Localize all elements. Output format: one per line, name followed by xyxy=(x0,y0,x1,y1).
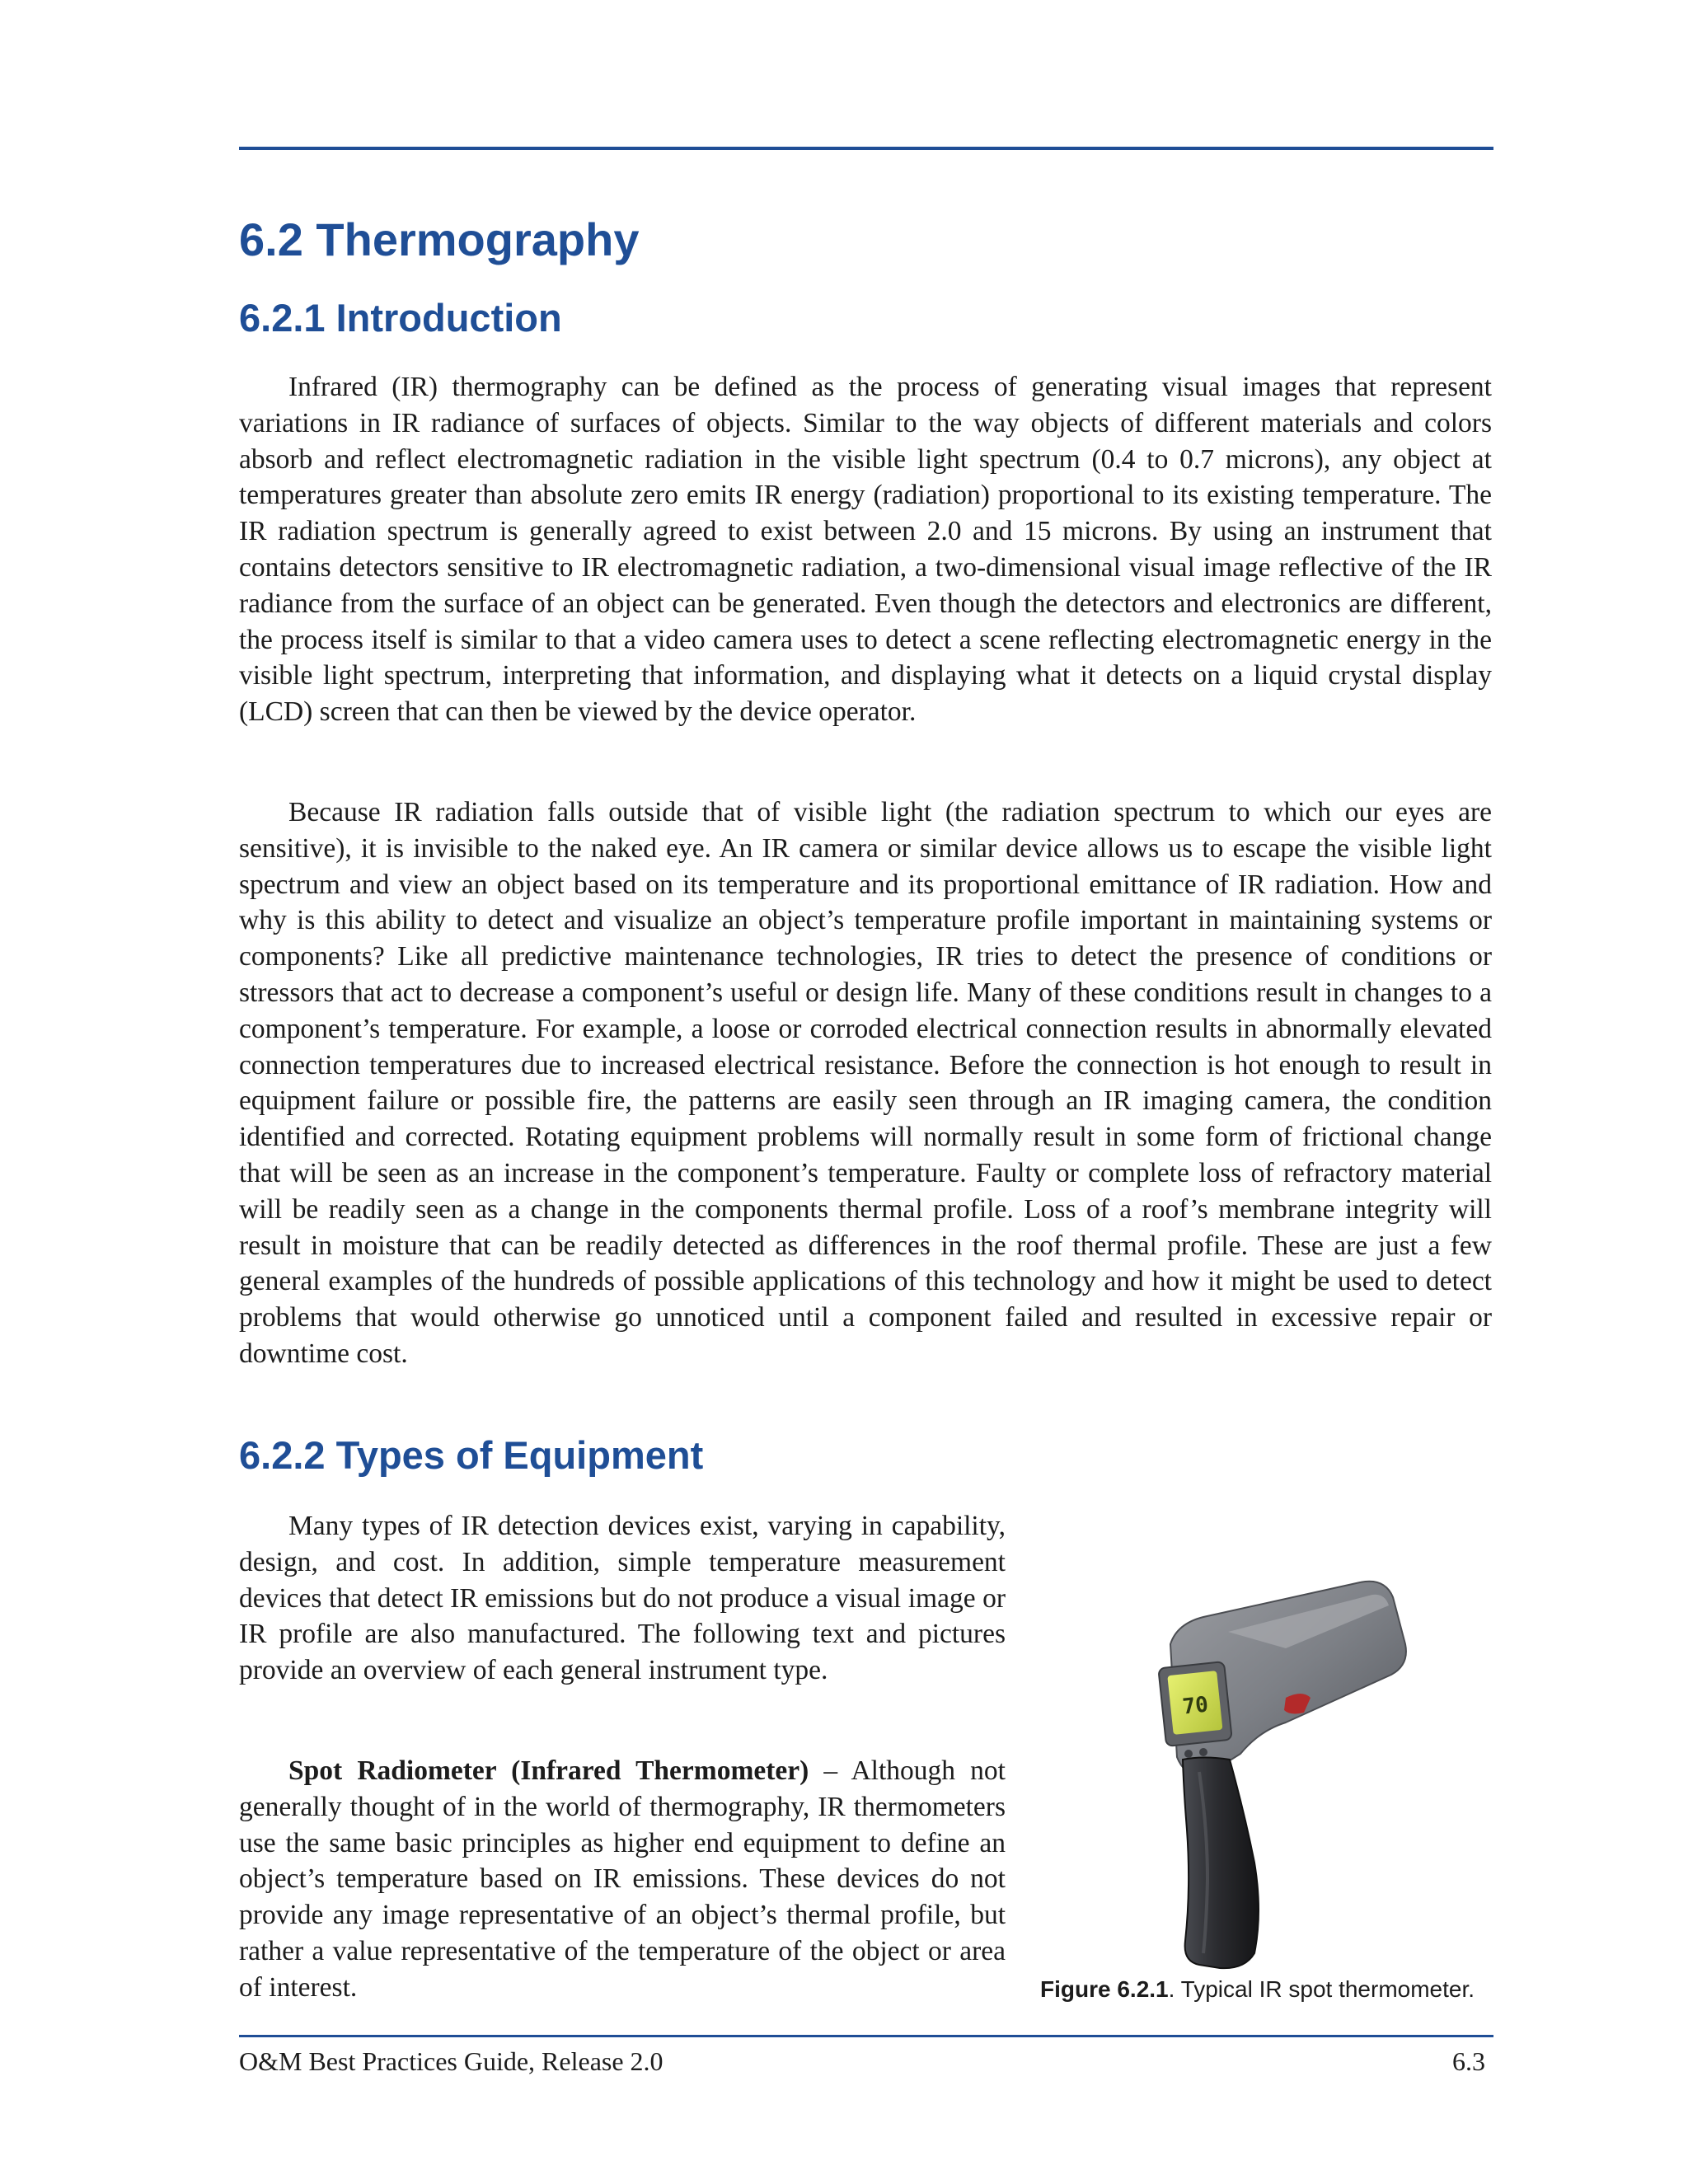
header-rule xyxy=(239,147,1493,150)
footer-guide-title: O&M Best Practices Guide, Release 2.0 xyxy=(239,2046,663,2076)
subsection-heading-equipment: 6.2.2 Types of Equipment xyxy=(239,1433,704,1477)
subsection-heading-introduction: 6.2.1 Introduction xyxy=(239,296,562,340)
spot-radiometer-paragraph xyxy=(239,1753,1006,2006)
spot-radiometer-term: Spot Radiometer (Infrared Thermometer) xyxy=(288,1755,809,1786)
ir-thermometer-figure xyxy=(1039,1566,1492,1986)
figure-label: Figure 6.2.1 xyxy=(1040,1976,1169,2002)
lcd-reading: 70 xyxy=(1181,1692,1210,1720)
figure-caption xyxy=(1040,1976,1502,2003)
thermometer-grip xyxy=(1183,1758,1259,1969)
page-number: 6.3 xyxy=(1452,2046,1485,2076)
intro-paragraph-1: Infrared (IR) thermography can be defined as the process of generating visual images that represent variations in IR radiance of surfaces of objects. Similar to the way objects of different materials and colors absorb and reflect electromagnetic radiation in the visible light spectrum (0.4 to 0.7 microns), any object at temperatures greater than absolute zero emits IR energy (radiation) proportional to its existing temperature. The IR radiation spectrum is generally agreed to exist between 2.0 and 15 microns. By using an instrument that contains detectors sensitive to IR electromagnetic radiation, a two-dimensional visual image reflective of the IR radiance from the surface of an object can be generated. Even though the detectors and electronics are different, the process itself is similar to that a video camera uses to detect a scene reflecting electromagnetic energy in the visible light spectrum, interpreting that information, and displaying what it detects on a liquid crystal display (LCD) screen that can then be viewed by the device operator. xyxy=(239,372,1492,728)
ir-thermometer-image xyxy=(1039,1566,1492,1986)
section-title: 6.2 Thermography xyxy=(239,213,640,265)
footer-rule xyxy=(239,2035,1493,2037)
figure-caption-text: . Typical IR spot thermometer. xyxy=(1168,1976,1475,2002)
spot-radiometer-text: – Although not generally thought of in the world of thermography, IR thermometers use the same basic principles as higher end equipment to define an object’s temperature based on IR emissions. These devices do not provide any image representative of an object’s thermal profile, but rather a value representative of the temperature of the object or area of interest. xyxy=(239,1755,1006,2003)
intro-paragraph-2: Because IR radiation falls outside that of visible light (the radiation spectrum to which our eyes are sensitive), it is invisible to the naked eye. An IR camera or similar device allows us to escape the visible light spectrum and view an object based on its temperature and its proportional emittance of IR radiation. How and why is this ability to detect and visualize an object’s temperature profile important in maintaining systems or components? Like all predictive maintenance technologies, IR tries to detect the presence of conditions or stressors that act to decrease a component’s useful or design life. Many of these conditions result in changes to a component’s temperature. For example, a loose or corroded electrical connection results in abnormally elevated connection temperatures due to increased electrical resistance. Before the connection is hot enough to result in equipment failure or possible fire, the patterns are easily seen through an IR imaging camera, the condition identified and corrected. Rotating equipment problems will normally result in some form of frictional change that will be seen as an increase in the component’s temperature. Faulty or complete loss of refractory material will be readily seen as a change in the components thermal profile. Loss of a roof’s membrane integrity will result in moisture that can be readily detected as differences in the roof thermal profile. These are just a few general examples of the hundreds of possible applications of this technology and how it might be used to detect problems that would otherwise go unnoticed until a component failed and resulted in excessive repair or downtime cost. xyxy=(239,797,1492,1369)
equipment-paragraph: Many types of IR detection devices exist, varying in capability, design, and cost. In addition, simple temperature measurement devices that detect IR emissions but do not produce a visual image or IR profile are also manufactured. The following text and pictures provide an overview of each general instrument type. xyxy=(239,1511,1006,1686)
